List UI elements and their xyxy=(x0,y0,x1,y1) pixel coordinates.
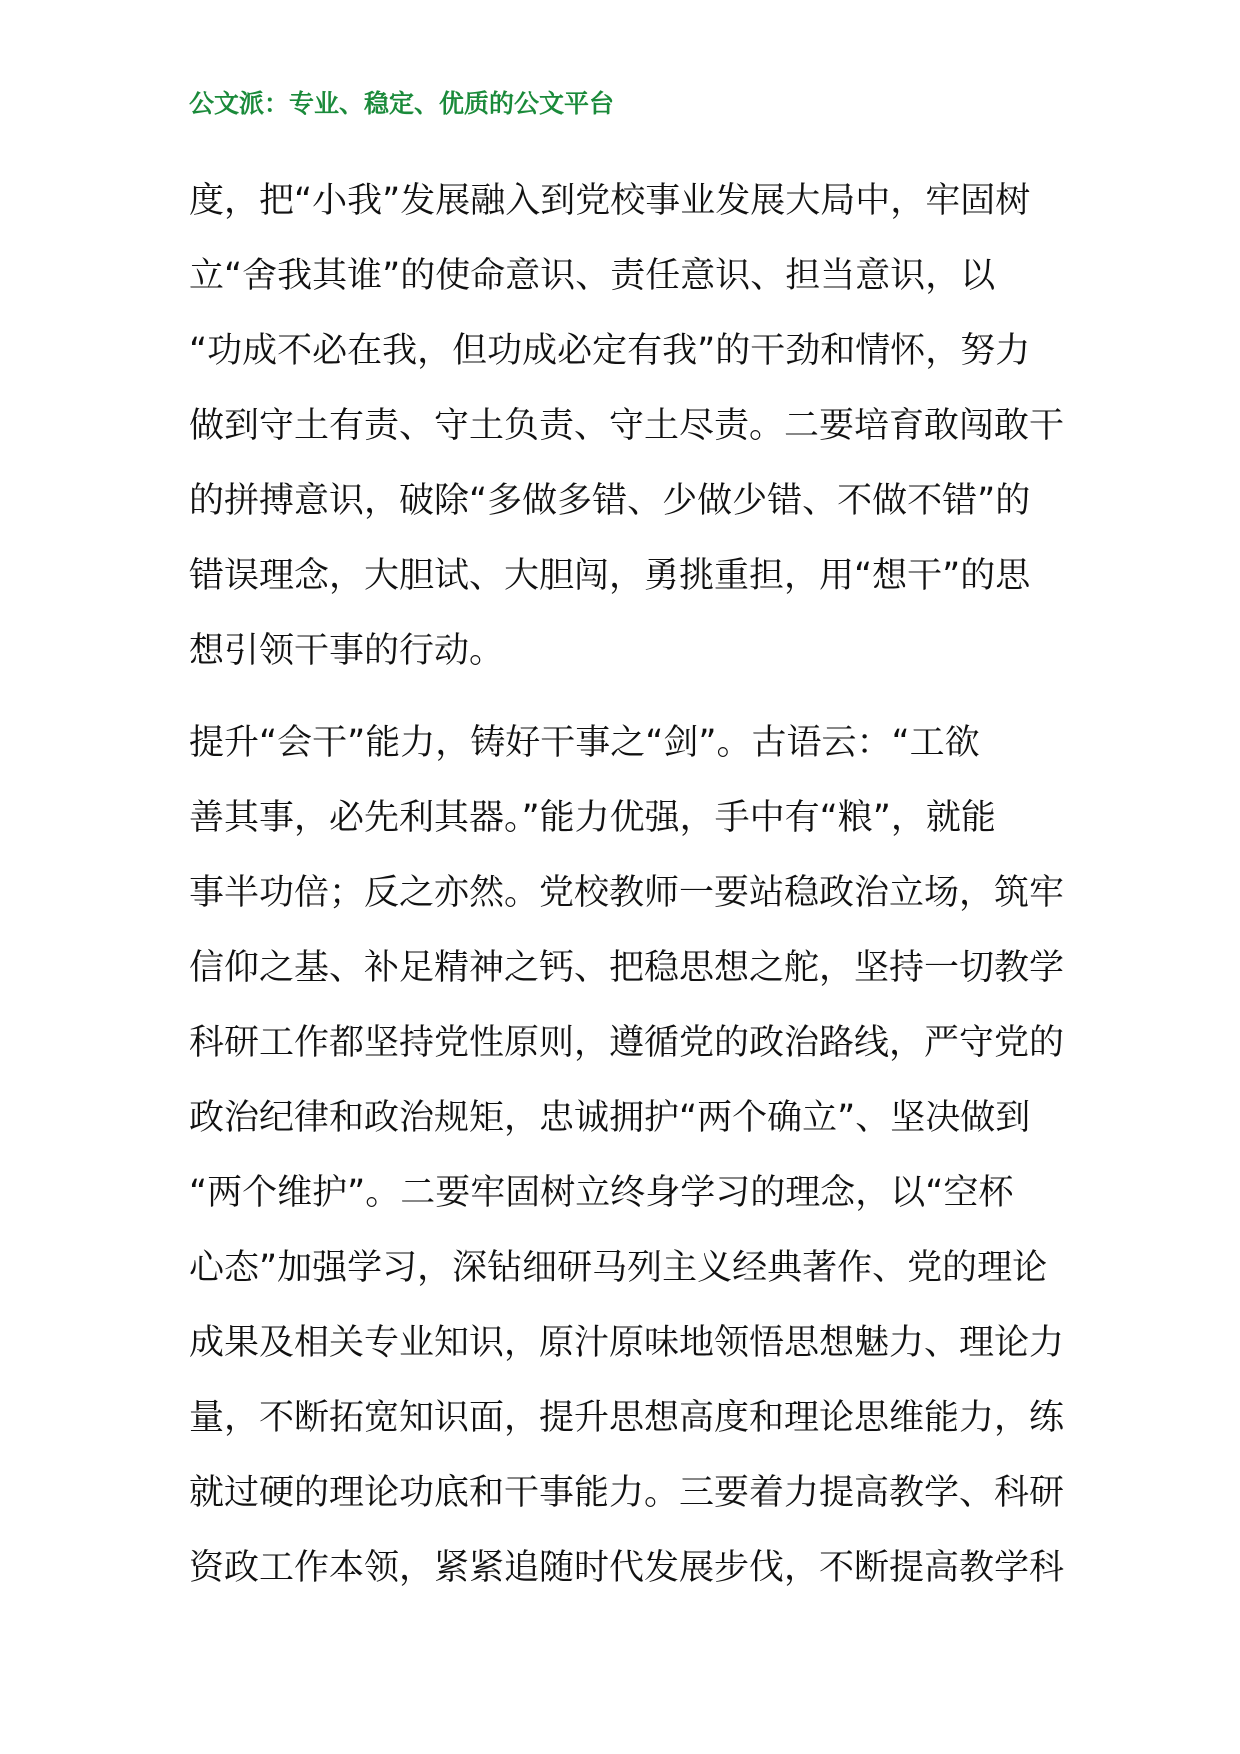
page-header: 公文派：专业、稳定、优质的公文平台 xyxy=(189,89,615,118)
text-line: “功成不必在我，但功成必定有我”的干劲和情怀，努力 xyxy=(189,331,1031,371)
text-line: 提升“会干”能力，铸好干事之“剑”。古语云：“工欲 xyxy=(189,723,980,763)
text-line: 善其事，必先利其器。”能力优强，手中有“粮”，就能 xyxy=(189,798,996,838)
text-line: 成果及相关专业知识，原汁原味地领悟思想魅力、理论力 xyxy=(189,1323,1065,1363)
text-line: 的拼搏意识，破除“多做多错、少做少错、不做不错”的 xyxy=(189,481,1031,521)
text-line: 资政工作本领，紧紧追随时代发展步伐，不断提高教学科 xyxy=(189,1548,1065,1588)
text-line: 政治纪律和政治规矩，忠诚拥护“两个确立”、坚决做到 xyxy=(189,1098,1031,1138)
text-line: 信仰之基、补足精神之钙、把稳思想之舵，坚持一切教学 xyxy=(189,948,1065,988)
text-line: 就过硬的理论功底和干事能力。三要着力提高教学、科研 xyxy=(189,1473,1065,1513)
text-line: 立“舍我其谁”的使命意识、责任意识、担当意识，以 xyxy=(189,256,996,296)
text-line: 做到守土有责、守土负责、守土尽责。二要培育敢闯敢干 xyxy=(189,406,1065,446)
paragraph-2 xyxy=(189,706,1069,1606)
text-line: 心态”加强学习，深钻细研马列主义经典著作、党的理论 xyxy=(189,1248,1048,1288)
text-line: “两个维护”。二要牢固树立终身学习的理念，以“空杯 xyxy=(189,1173,1014,1213)
text-line: 错误理念，大胆试、大胆闯，勇挑重担，用“想干”的思 xyxy=(189,556,1031,596)
text-line: 事半功倍；反之亦然。党校教师一要站稳政治立场，筑牢 xyxy=(189,873,1065,913)
text-line: 度，把“小我”发展融入到党校事业发展大局中，牢固树 xyxy=(189,181,1031,221)
text-line: 想引领干事的行动。 xyxy=(189,631,505,671)
paragraph-1 xyxy=(189,164,1069,689)
text-line: 量，不断拓宽知识面，提升思想高度和理论思维能力，练 xyxy=(189,1398,1065,1438)
text-line: 科研工作都坚持党性原则，遵循党的政治路线，严守党的 xyxy=(189,1023,1065,1063)
